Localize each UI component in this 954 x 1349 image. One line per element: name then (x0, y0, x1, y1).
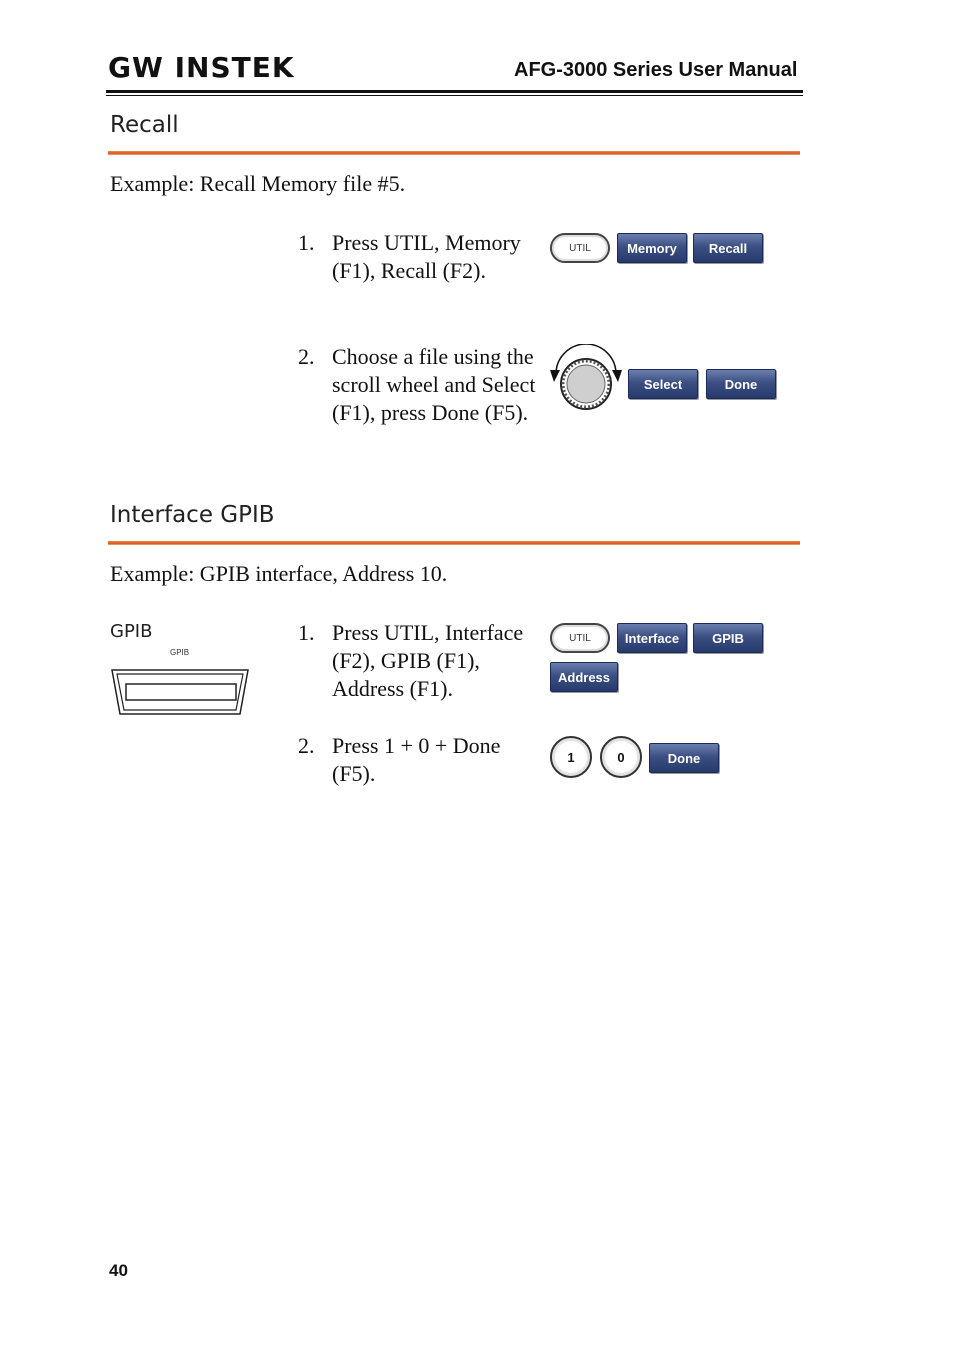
done-button[interactable]: Done (649, 743, 719, 773)
header-divider (106, 90, 803, 93)
address-button[interactable]: Address (550, 662, 618, 692)
step-text: Press 1 + 0 + Done (F5). (332, 733, 501, 786)
manual-title: AFG-3000 Series User Manual (514, 59, 798, 81)
util-key[interactable]: UTIL (550, 233, 610, 263)
recall-button[interactable]: Recall (693, 233, 763, 263)
page-number: 40 (109, 1261, 128, 1280)
done-button[interactable]: Done (706, 369, 776, 399)
section-title-gpib: Interface GPIB (110, 502, 275, 528)
section-title-recall: Recall (110, 112, 179, 138)
gpib-side-label: GPIB (110, 621, 153, 642)
brand-logo: GW INSTEK (108, 51, 295, 84)
step-text: Choose a file using the scroll wheel and Select (F1), press Done (F5). (332, 344, 536, 425)
header-divider-thin (106, 95, 803, 96)
gpib-connector-label: GPIB (170, 648, 190, 657)
gpib-connector-icon (110, 666, 250, 718)
gpib-example: Example: GPIB interface, Address 10. (110, 561, 448, 586)
step-text: Press UTIL, Memory (F1), Recall (F2). (332, 230, 521, 283)
interface-button[interactable]: Interface (617, 623, 687, 653)
gpib-button[interactable]: GPIB (693, 623, 763, 653)
section-rule-gpib (108, 541, 800, 545)
step-text: Press UTIL, Interface (F2), GPIB (F1), Address (F1). (332, 620, 524, 701)
recall-example: Example: Recall Memory file #5. (110, 171, 406, 196)
step-number: 2. (298, 344, 315, 369)
step-number: 1. (298, 230, 315, 255)
select-button[interactable]: Select (628, 369, 698, 399)
step-number: 1. (298, 620, 315, 645)
util-key[interactable]: UTIL (550, 623, 610, 653)
section-rule-recall (108, 151, 800, 155)
number-key-1[interactable]: 1 (550, 736, 592, 778)
scroll-wheel-icon[interactable] (548, 344, 624, 412)
memory-button[interactable]: Memory (617, 233, 687, 263)
number-key-0[interactable]: 0 (600, 736, 642, 778)
step-number: 2. (298, 733, 315, 758)
